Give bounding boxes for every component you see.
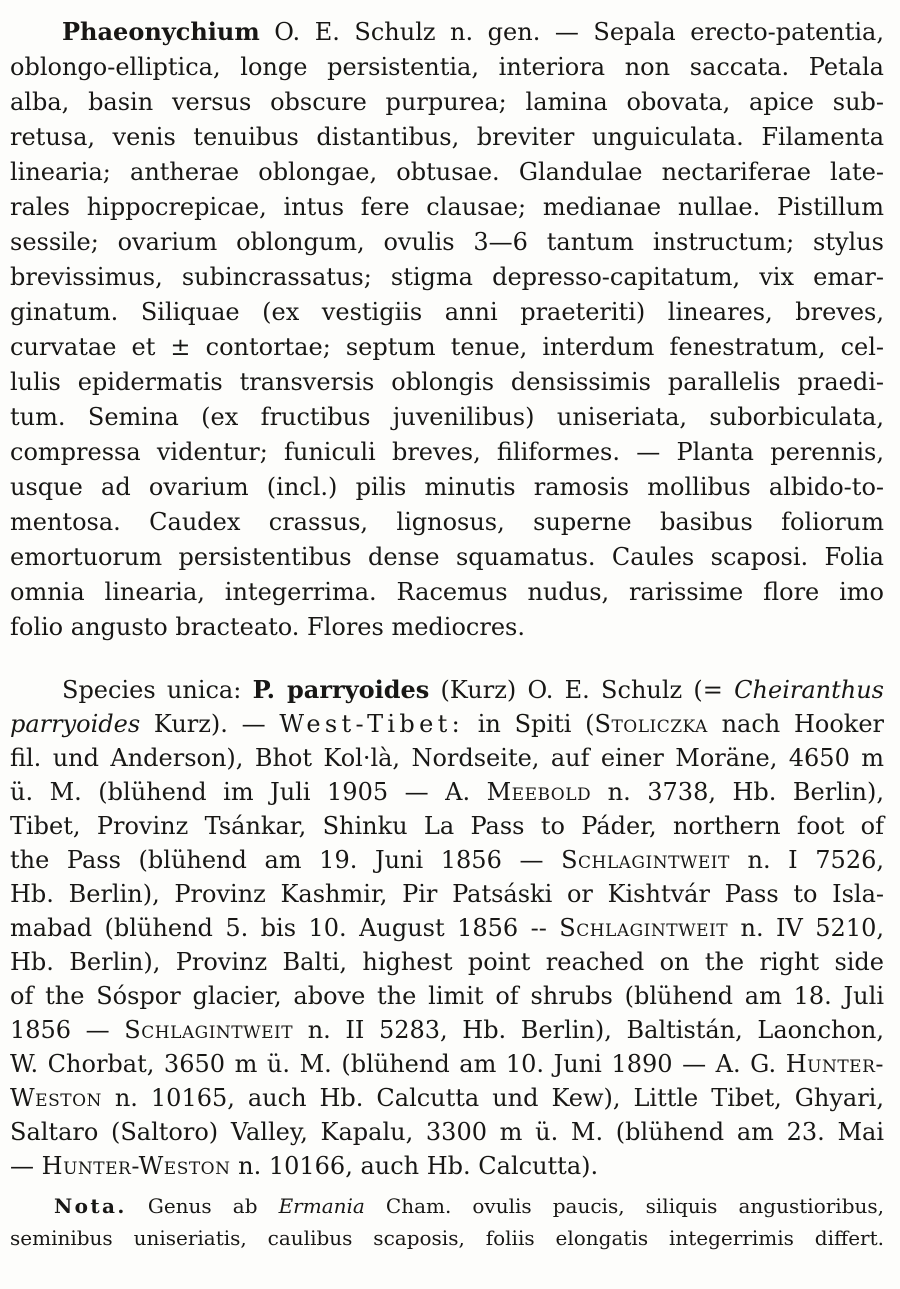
text-segment: alba, basin versus obscure purpurea; lamina obovata, apice sub- (10, 88, 884, 116)
text-line (10, 295, 884, 330)
text-segment: oblongo-elliptica, longe persistentia, interiora non saccata. Petala (10, 53, 884, 81)
text-segment: the Pass (blühend am 19. Juni 1856 — (10, 846, 562, 874)
text-line (10, 1013, 884, 1047)
text-segment: Genus ab (126, 1194, 279, 1218)
text-segment: in Spiti ( (464, 710, 595, 738)
text-line (10, 1115, 884, 1149)
text-line (10, 575, 884, 610)
text-segment: of the Sóspor glacier, above the limit of shrubs (blühend am 18. Juli (10, 982, 884, 1010)
text-line (10, 1047, 884, 1081)
text-line (10, 673, 884, 707)
text-segment: usque ad ovarium (incl.) pilis minutis ramosis mollibus albido-to- (10, 473, 884, 501)
text-segment: n. II 5283, Hb. Berlin), Baltistán, Laonchon, (293, 1016, 884, 1044)
text-line (10, 741, 884, 775)
text-segment: W. Chorbat, 3650 m ü. M. (blühend am 10. Juni 1890 — A. G. (10, 1050, 786, 1078)
text-line (10, 843, 884, 877)
text-segment: Species unica: (62, 676, 253, 704)
text-segment: Hunter-Weston (41, 1152, 231, 1180)
text-segment: n. IV 5210, (728, 914, 884, 942)
text-line (10, 50, 884, 85)
text-line (10, 365, 884, 400)
text-segment: n. I 7526, (729, 846, 884, 874)
text-segment: Cheiranthus (734, 676, 884, 704)
text-segment: (Kurz) O. E. Schulz (= (429, 676, 735, 704)
text-line (10, 809, 884, 843)
text-segment: Meebold (486, 778, 592, 806)
text-line (10, 877, 884, 911)
text-segment: Hb. Berlin), Provinz Kashmir, Pir Patsáski or Kishtvár Pass to Isla- (10, 880, 884, 908)
text-segment: n. 10166, auch Hb. Calcutta). (230, 1152, 599, 1180)
text-segment: Kurz). — (140, 710, 280, 738)
text-segment: Phaeonychium (62, 17, 260, 46)
text-segment: P. parryoides (252, 675, 430, 704)
text-line (10, 225, 884, 260)
text-line (10, 1190, 884, 1222)
text-segment: West-Tibet: (279, 710, 464, 738)
text-segment: fil. und Anderson), Bhot Kol·là, Nordseite, auf einer Moräne, 4650 m (10, 744, 884, 772)
text-segment: Weston (10, 1084, 102, 1112)
paragraph-nota (10, 1190, 884, 1254)
paragraph-species-entry (10, 673, 884, 1183)
text-line (10, 400, 884, 435)
text-line (10, 540, 884, 575)
text-line (10, 14, 884, 50)
text-line (10, 979, 884, 1013)
text-segment: Stoliczka (594, 710, 708, 738)
text-segment: compressa videntur; funiculi breves, filiformes. — Planta perennis, (10, 438, 884, 466)
text-segment: seminibus uniseriatis, caulibus scaposis, foliis elongatis integerrimis differt. (10, 1226, 884, 1250)
text-segment: rales hippocrepicae, intus fere clausae; medianae nullae. Pistillum (10, 193, 884, 221)
text-segment: brevissimus, subincrassatus; stigma depresso-capitatum, vix emar- (10, 263, 884, 291)
text-line (10, 945, 884, 979)
text-segment: parryoides (10, 710, 141, 738)
text-segment: O. E. Schulz n. gen. — Sepala erecto-patentia, (259, 18, 884, 46)
paragraph-genus-diagnosis (10, 14, 884, 645)
text-segment: 1856 — (10, 1016, 125, 1044)
text-segment: omnia linearia, integerrima. Racemus nudus, rarissime flore imo (10, 578, 884, 606)
text-segment: — (10, 1152, 42, 1180)
text-segment: mentosa. Caudex crassus, lignosus, superne basibus foliorum (10, 508, 884, 536)
text-line (10, 775, 884, 809)
text-line (10, 911, 884, 945)
text-segment: linearia; antherae oblongae, obtusae. Glandulae nectariferae late- (10, 158, 884, 186)
text-segment: ü. M. (blühend im Juli 1905 — A. (10, 778, 487, 806)
text-segment: Nota. (54, 1194, 127, 1218)
text-segment: Schlagintweit (561, 846, 730, 874)
text-line (10, 435, 884, 470)
text-line (10, 85, 884, 120)
text-line (10, 707, 884, 741)
text-line (10, 260, 884, 295)
text-segment: Schlagintweit (124, 1016, 294, 1044)
text-segment: Hunter- (785, 1050, 884, 1078)
text-segment: ginatum. Siliquae (ex vestigiis anni praeteriti) lineares, breves, (10, 298, 884, 326)
text-line (10, 1081, 884, 1115)
text-line (10, 1222, 884, 1254)
text-segment: retusa, venis tenuibus distantibus, breviter unguiculata. Filamenta (10, 123, 884, 151)
text-segment: Schlagintweit (559, 914, 729, 942)
document-text (10, 14, 884, 1254)
text-line (10, 330, 884, 365)
text-line (10, 470, 884, 505)
text-line (10, 610, 884, 645)
text-line (10, 155, 884, 190)
text-segment: curvatae et ± contortae; septum tenue, interdum fenestratum, cel- (10, 333, 884, 361)
text-segment: tum. Semina (ex fructibus juvenilibus) uniseriata, suborbiculata, (10, 403, 884, 431)
text-segment: mabad (blühend 5. bis 10. August 1856 -- (10, 914, 560, 942)
text-segment: sessile; ovarium oblongum, ovulis 3—6 tantum instructum; stylus (10, 228, 884, 256)
text-line (10, 190, 884, 225)
text-segment: Tibet, Provinz Tsánkar, Shinku La Pass to Páder, northern foot of (10, 812, 884, 840)
text-line (10, 120, 884, 155)
text-segment: folio angusto bracteato. Flores mediocres. (10, 613, 525, 641)
text-segment: n. 10165, auch Hb. Calcutta und Kew), Little Tibet, Ghyari, (101, 1084, 884, 1112)
text-segment: lulis epidermatis transversis oblongis densissimis parallelis praedi- (10, 368, 884, 396)
text-line (10, 505, 884, 540)
text-segment: emortuorum persistentibus dense squamatus. Caules scaposi. Folia (10, 543, 884, 571)
text-segment: Hb. Berlin), Provinz Balti, highest point reached on the right side (10, 948, 884, 976)
text-line (10, 1149, 884, 1183)
text-segment: Cham. ovulis paucis, siliquis angustioribus, (364, 1194, 884, 1218)
text-segment: Ermania (278, 1194, 365, 1218)
text-segment: Saltaro (Saltoro) Valley, Kapalu, 3300 m ü. M. (blühend am 23. Mai (10, 1118, 884, 1146)
text-segment: nach Hooker (707, 710, 885, 738)
text-segment: n. 3738, Hb. Berlin), (591, 778, 885, 806)
